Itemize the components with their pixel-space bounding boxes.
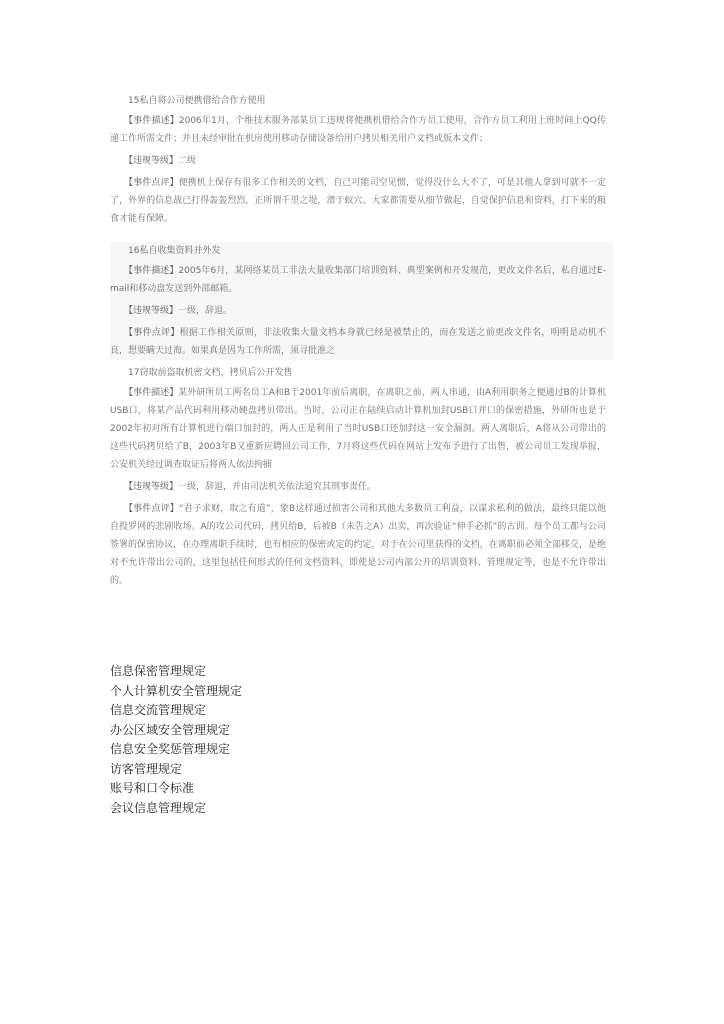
paragraph-text: 一级，辞退，并由司法机关依法追究其刑事责任。 — [178, 482, 377, 492]
paragraph-label: 【违规等级】 — [124, 306, 179, 316]
paragraph-label: 【违规等级】 — [124, 482, 179, 492]
paragraph-label: 【事件描述】 — [124, 116, 179, 126]
case-15 — [110, 92, 614, 228]
list-item[interactable]: 访客管理规定 — [110, 761, 183, 776]
paragraph-text: 二级 — [178, 156, 197, 166]
scanned-case-studies — [110, 92, 614, 594]
paragraph-label: 【事件描述】 — [124, 266, 179, 276]
paragraph-text: 某外研所员工两名员工A和B于2001年前后离职，在离职之前，两人串通，由A利用职务之便通过B的计算机USB口，将某产品代码利用移动硬盘拷贝带出。当时，公司正在陆续启动计算机加封USB口并口的保密措施，外研所也是于2002年初对所有计算机进行端口加封的，两人正是利用了当时USB口还加封这一安全漏洞。两人离职后，A将从公司带出的这些代码拷贝给了B，2003年B又重新应聘回公司工作，7月将这些代码在网站上发布予进行了出售，被公司员工发现举报，公安机关经过调查取证后将两人依法拘捕 — [110, 388, 606, 470]
paragraph-label: 【事件描述】 — [124, 388, 179, 398]
paragraph-text: 2006年1月，个维技术服务部某员工违规将便携机借给合作方员工使用，合作方员工利用上班时间上QQ传递工作所需文件；并且未经审批在机房使用移动存储设备给用户拷贝相关用户文档或版本文件； — [110, 116, 606, 144]
list-item[interactable]: 信息交流管理规定 — [110, 703, 207, 717]
list-item[interactable]: 办公区域安全管理规定 — [110, 722, 231, 737]
case-paragraph-description — [110, 112, 606, 148]
paragraph-label: 【事件点评】 — [124, 504, 179, 514]
case-paragraph-description — [110, 384, 606, 474]
paragraph-text: 根据工作相关原则，非法收集大量文档本身就已经是被禁止的，而在发送之前更改文件名，明明是动机不良，想要瞒天过海。如果真是因为工作所需，须寻批准之 — [110, 328, 606, 356]
case-17 — [110, 364, 614, 590]
list-item[interactable]: 信息安全奖惩管理规定 — [110, 742, 231, 756]
case-paragraph-level — [110, 302, 606, 320]
case-title: 16私自收集资料并外发 — [128, 246, 221, 256]
case-paragraph-level — [110, 478, 606, 496]
paragraph-text: 一级，辞退。 — [178, 306, 233, 316]
case-paragraph-description — [110, 262, 606, 298]
case-paragraph-level — [110, 152, 606, 170]
list-item[interactable]: 会议信息管理规定 — [110, 800, 207, 815]
case-paragraph-comment — [110, 500, 606, 590]
related-regulations-list — [110, 662, 242, 818]
case-title: 15私自将公司便携借给合作方使用 — [128, 96, 266, 106]
list-item[interactable]: 信息保密管理规定 — [110, 664, 207, 678]
list-item[interactable]: 账号和口令标准 — [110, 781, 195, 795]
case-paragraph-comment — [110, 174, 606, 228]
paragraph-label: 【事件点评】 — [124, 178, 179, 188]
list-item[interactable]: 个人计算机安全管理规定 — [110, 683, 243, 698]
case-16 — [110, 242, 614, 360]
paragraph-text: 便携机上保存有很多工作相关的文档，自己可能司空见惯，觉得没什么大不了，可是其他人拿到可就不一定了，外界的信息战已打得轰轰烈烈，正所谓千里之堤，溃于蚁穴。大家都需要从细节做起，自觉保护信息和资料，打下来的粮食才能有保障。 — [110, 178, 606, 224]
case-title: 17窃取前盗取机密文档，拷贝后公开发售 — [128, 368, 293, 378]
paragraph-text: “君子求财，取之有道”，象B这样通过损害公司和其他大多数员工利益，以谋求私利的做法，最终只能以他自投罗网的悲剧收场。A的攻公司代码，拷贝给B，后被B（未告之A）出卖，再次验证“伸手必抓”的古训。每个员工都与公司签署的保密协议，在办理离职手续时，也有相应的保密或定的约定，对于在公司里获得的文档，在离职前必须全部移交，是绝对不允许带出公司的，这里包括任何形式的任何文档资料，即使是公司内部公开的培训资料、管理规定等，也是不允许带出的。 — [110, 504, 606, 586]
paragraph-text: 2005年6月，某网络某员工非法大量收集部门培训资料、典型案例和开发规范，更改文件名后，私自通过E-mail和移动盘发送到外部邮箱。 — [110, 266, 606, 294]
paragraph-label: 【违规等级】 — [124, 156, 179, 166]
case-paragraph-comment — [110, 324, 606, 360]
paragraph-label: 【事件点评】 — [124, 328, 180, 338]
spacer — [110, 232, 614, 242]
